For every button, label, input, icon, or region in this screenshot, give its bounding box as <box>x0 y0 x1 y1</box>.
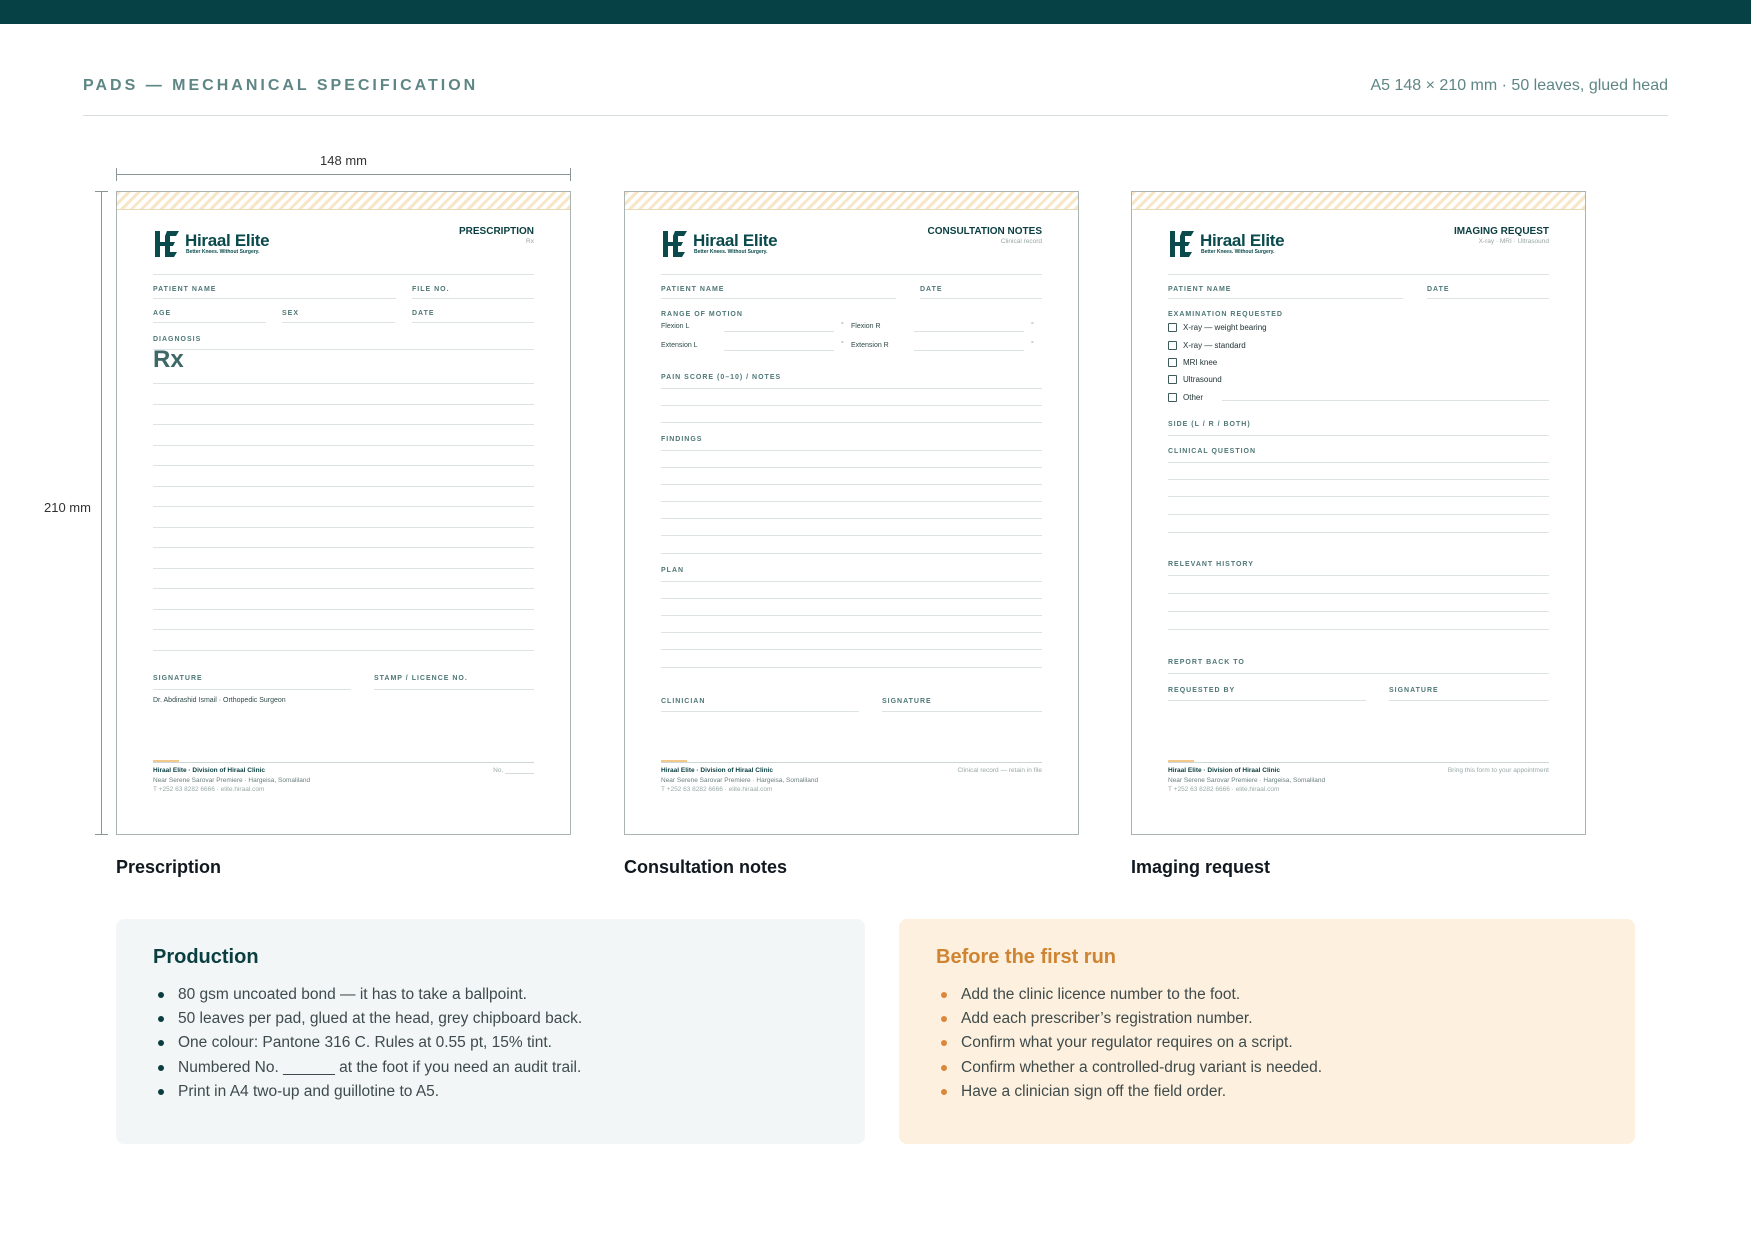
field-label: SIDE (L / R / BOTH) <box>1168 421 1251 428</box>
field-label: CLINICIAN <box>661 698 706 705</box>
field-label: FILE NO. <box>412 286 450 293</box>
field-label: DIAGNOSIS <box>153 336 202 343</box>
brand-tagline: Better Knees. Without Surgery. <box>694 249 768 255</box>
he-monogram-icon <box>153 228 181 260</box>
brand-tagline: Better Knees. Without Surgery. <box>186 249 260 255</box>
he-monogram-icon <box>1168 228 1196 260</box>
checkbox[interactable] <box>1168 323 1177 332</box>
rom-label: Extension R <box>851 342 889 349</box>
pad-subtitle: Rx <box>526 238 534 245</box>
width-dimension <box>116 153 571 182</box>
field-label: SIGNATURE <box>882 698 932 705</box>
degree-mark: ° <box>841 322 844 329</box>
glue-head-hatch <box>625 192 1078 210</box>
field-label: PATIENT NAME <box>1168 286 1232 293</box>
field-label: SIGNATURE <box>153 675 203 682</box>
list-item: Have a clinician sign off the field order. <box>936 1080 1322 1104</box>
footer-clinic: Hiraal Elite · Division of Hiraal Clinic <box>1168 767 1280 774</box>
brand-logo <box>1168 228 1298 260</box>
footer-rule <box>1168 762 1549 763</box>
first-run-list <box>936 983 1322 1104</box>
glue-head-hatch <box>1132 192 1585 210</box>
checkbox-label: Ultrasound <box>1183 375 1222 384</box>
field-label: PATIENT NAME <box>153 286 217 293</box>
he-monogram-icon <box>661 228 689 260</box>
footer-number: No. ________ <box>493 767 534 774</box>
footer-note: Clinical record — retain in file <box>957 767 1042 774</box>
field-label: SIGNATURE <box>1389 687 1439 694</box>
pad-caption: Prescription <box>116 857 222 877</box>
consultation-pad <box>624 191 1079 835</box>
field-label: DATE <box>920 286 943 293</box>
field-label: STAMP / LICENCE NO. <box>374 675 468 682</box>
field-label: FINDINGS <box>661 436 703 443</box>
footer-contact: T +252 63 8282 6666 · elite.hiraal.com <box>661 786 773 793</box>
brand-logo <box>661 228 791 260</box>
checkbox[interactable] <box>1168 393 1177 402</box>
list-item: Print in A4 two-up and guillotine to A5. <box>153 1080 582 1104</box>
prescription-pad <box>116 191 571 835</box>
field-label: REQUESTED BY <box>1168 687 1236 694</box>
page-spec: A5 148 × 210 mm · 50 leaves, glued head <box>1370 77 1668 94</box>
rom-label: Extension L <box>661 342 698 349</box>
footer-note: Bring this form to your appointment <box>1447 767 1549 774</box>
rom-label: Flexion R <box>851 323 881 330</box>
list-item: Add each prescriber’s registration number. <box>936 1007 1322 1031</box>
footer-address: Near Serene Sarovar Premiere · Hargeisa, Somaliland <box>661 777 819 784</box>
field-label: PLAN <box>661 567 685 574</box>
top-bar <box>0 0 1751 24</box>
list-item: One colour: Pantone 316 C. Rules at 0.55 pt, 15% tint. <box>153 1031 582 1055</box>
brand-name: Hiraal Elite <box>185 231 270 250</box>
degree-mark: ° <box>841 341 844 348</box>
production-list <box>153 983 582 1104</box>
width-label: 148 mm <box>320 153 367 168</box>
pad-caption: Consultation notes <box>624 857 787 877</box>
footer-rule <box>153 762 534 763</box>
imaging-pad <box>1131 191 1586 835</box>
doctor-name: Dr. Abdirashid Ismail · Orthopedic Surgeon <box>153 697 286 704</box>
field-label: PAIN SCORE (0–10) / NOTES <box>661 374 782 381</box>
list-item: Confirm whether a controlled-drug variant is needed. <box>936 1056 1322 1080</box>
field-label: AGE <box>153 310 172 317</box>
first-run-card <box>899 919 1635 1144</box>
field-label: PATIENT NAME <box>661 286 725 293</box>
rx-symbol: Rx <box>153 346 184 373</box>
header-divider <box>83 115 1668 116</box>
checkbox-label: Other <box>1183 393 1204 402</box>
height-label: 210 mm <box>44 500 91 515</box>
footer-contact: T +252 63 8282 6666 · elite.hiraal.com <box>153 786 265 793</box>
height-dimension <box>95 191 109 835</box>
glue-head-hatch <box>117 192 570 210</box>
brand-name: Hiraal Elite <box>1200 231 1285 250</box>
checkbox-label: MRI knee <box>1183 358 1218 367</box>
field-label: DATE <box>1427 286 1450 293</box>
pad-title: CONSULTATION NOTES <box>927 226 1042 237</box>
pad-title: PRESCRIPTION <box>458 226 534 237</box>
brand-tagline: Better Knees. Without Surgery. <box>1201 249 1275 255</box>
field-label: DATE <box>412 310 435 317</box>
brand-logo <box>153 228 283 260</box>
checkbox-label: X-ray — weight bearing <box>1183 323 1267 332</box>
list-item: Confirm what your regulator requires on a script. <box>936 1031 1322 1055</box>
field-label: EXAMINATION REQUESTED <box>1168 311 1283 318</box>
production-card <box>116 919 865 1144</box>
checkbox[interactable] <box>1168 341 1177 350</box>
footer-address: Near Serene Sarovar Premiere · Hargeisa, Somaliland <box>153 777 311 784</box>
field-label: RELEVANT HISTORY <box>1168 561 1254 568</box>
footer-clinic: Hiraal Elite · Division of Hiraal Clinic <box>661 767 773 774</box>
field-label: REPORT BACK TO <box>1168 659 1245 666</box>
pad-caption: Imaging request <box>1131 857 1271 877</box>
card-title: Production <box>153 946 259 968</box>
checkbox-label: X-ray — standard <box>1183 341 1246 350</box>
checkbox[interactable] <box>1168 375 1177 384</box>
field-label: SEX <box>282 310 300 317</box>
footer-clinic: Hiraal Elite · Division of Hiraal Clinic <box>153 767 265 774</box>
degree-mark: ° <box>1031 341 1034 348</box>
footer-contact: T +252 63 8282 6666 · elite.hiraal.com <box>1168 786 1280 793</box>
pad-subtitle: X-ray · MRI · Ultrasound <box>1478 238 1549 245</box>
list-item: 50 leaves per pad, glued at the head, grey chipboard back. <box>153 1007 582 1031</box>
rom-label: Flexion L <box>661 323 690 330</box>
list-item: 80 gsm uncoated bond — it has to take a ballpoint. <box>153 983 582 1007</box>
card-title: Before the first run <box>936 946 1117 968</box>
page-title: PADS — MECHANICAL SPECIFICATION <box>83 77 479 94</box>
footer-rule <box>661 762 1042 763</box>
field-label: CLINICAL QUESTION <box>1168 448 1257 455</box>
pad-subtitle: Clinical record <box>1000 238 1042 245</box>
footer-address: Near Serene Sarovar Premiere · Hargeisa, Somaliland <box>1168 777 1326 784</box>
checkbox[interactable] <box>1168 358 1177 367</box>
brand-name: Hiraal Elite <box>693 231 778 250</box>
list-item: Numbered No. ______ at the foot if you need an audit trail. <box>153 1056 582 1080</box>
list-item: Add the clinic licence number to the foot. <box>936 983 1322 1007</box>
degree-mark: ° <box>1031 322 1034 329</box>
pad-title: IMAGING REQUEST <box>1453 226 1549 237</box>
field-label: RANGE OF MOTION <box>661 311 743 318</box>
